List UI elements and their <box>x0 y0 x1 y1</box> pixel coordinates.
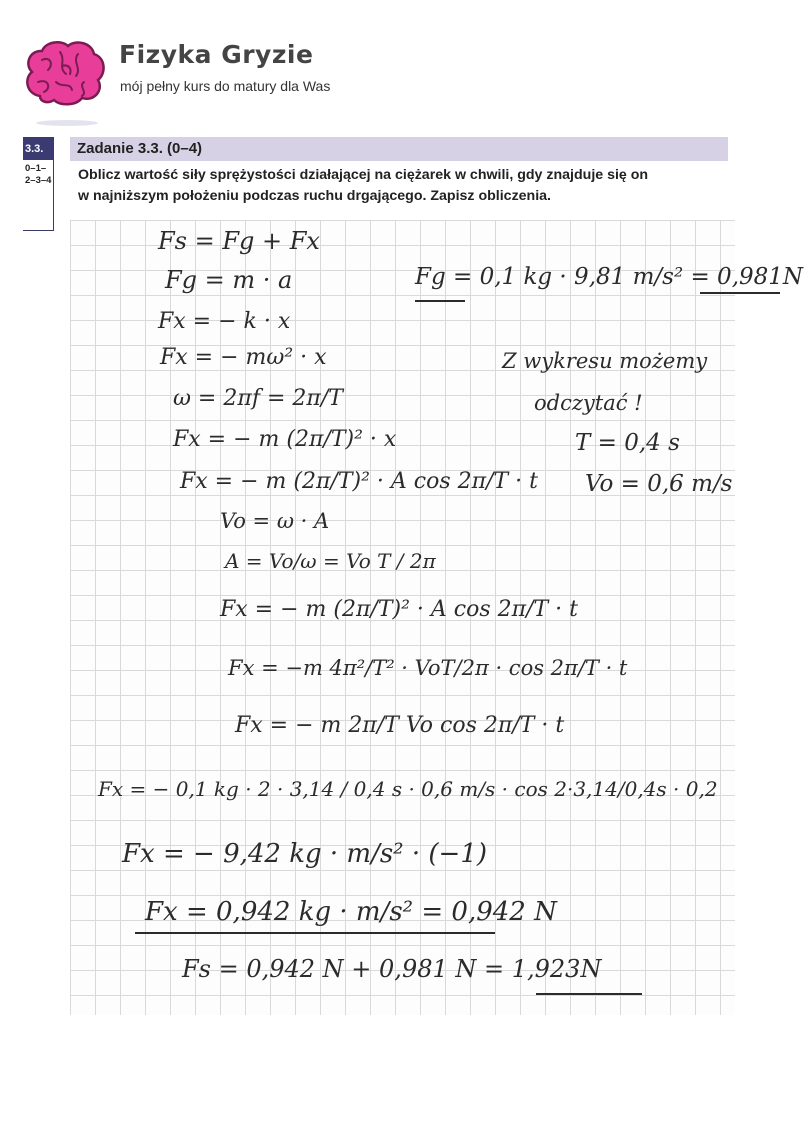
solution-line-16: Fs = 0,942 N + 0,981 N = 1,923N <box>182 955 602 983</box>
solution-line-10: Fx = − m (2π/T)² · A cos 2π/T · t <box>220 597 578 622</box>
handwritten-solution-sheet <box>70 220 804 1015</box>
brain-icon <box>22 38 106 108</box>
brand-subtitle: mój pełny kurs do matury dla Was <box>120 78 331 94</box>
solution-line-5: ω = 2πf = 2π/T <box>173 386 343 411</box>
solution-line-1: Fs = Fg + Fx <box>158 227 320 255</box>
solution-line-2: Fg = m · a <box>165 266 293 294</box>
task-number: 3.3. <box>23 138 53 160</box>
task-instruction-line-2: w najniższym położeniu podczas ruchu drgającego. Zapisz obliczenia. <box>78 188 552 204</box>
underline-result <box>135 932 495 934</box>
side-velocity-value: Vo = 0,6 m/s <box>585 471 733 497</box>
side-note-line-2: odczytać ! <box>534 391 643 415</box>
task-side-tab <box>23 137 54 231</box>
task-header <box>70 137 728 161</box>
solution-line-15: Fx = 0,942 kg · m/s² = 0,942 N <box>145 897 557 927</box>
task-title: Zadanie 3.3. (0–4) <box>77 140 203 157</box>
underline-final-answer <box>536 993 642 995</box>
side-period-value: T = 0,4 s <box>575 430 680 456</box>
solution-line-3: Fx = − k · x <box>158 309 291 334</box>
solution-line-8: Vo = ω · A <box>220 509 330 533</box>
side-fg-calculation: Fg = 0,1 kg · 9,81 m/s² = 0,981N <box>415 264 804 290</box>
solution-line-9: A = Vo/ω = Vo T / 2π <box>225 549 436 573</box>
logo-shadow <box>36 120 98 126</box>
solution-line-11: Fx = −m 4π²/T² · VoT/2π · cos 2π/T · t <box>228 656 628 680</box>
solution-line-7: Fx = − m (2π/T)² · A cos 2π/T · t <box>180 469 538 494</box>
task-instruction-line-1: Oblicz wartość siły sprężystości działającej na ciężarek w chwili, gdy znajduje się on <box>78 167 649 183</box>
task-instruction <box>78 165 738 207</box>
brand-title: Fizyka Gryzie <box>119 40 314 69</box>
side-note-line-1: Z wykresu możemy <box>502 349 708 373</box>
solution-line-14: Fx = − 9,42 kg · m/s² · (−1) <box>122 839 488 869</box>
solution-line-13: Fx = − 0,1 kg · 2 · 3,14 / 0,4 s · 0,6 m/s · cos 2·3,14/0,4s · 0,2 <box>98 777 718 801</box>
underline-fg-result <box>700 292 780 294</box>
score-scale: 0–1– 2–3–4 <box>25 163 52 186</box>
brand-header <box>22 38 382 128</box>
solution-line-12: Fx = − m 2π/T Vo cos 2π/T · t <box>235 713 565 738</box>
underline-fg <box>415 300 465 302</box>
solution-line-6: Fx = − m (2π/T)² · x <box>173 427 397 452</box>
solution-line-4: Fx = − mω² · x <box>160 345 327 370</box>
